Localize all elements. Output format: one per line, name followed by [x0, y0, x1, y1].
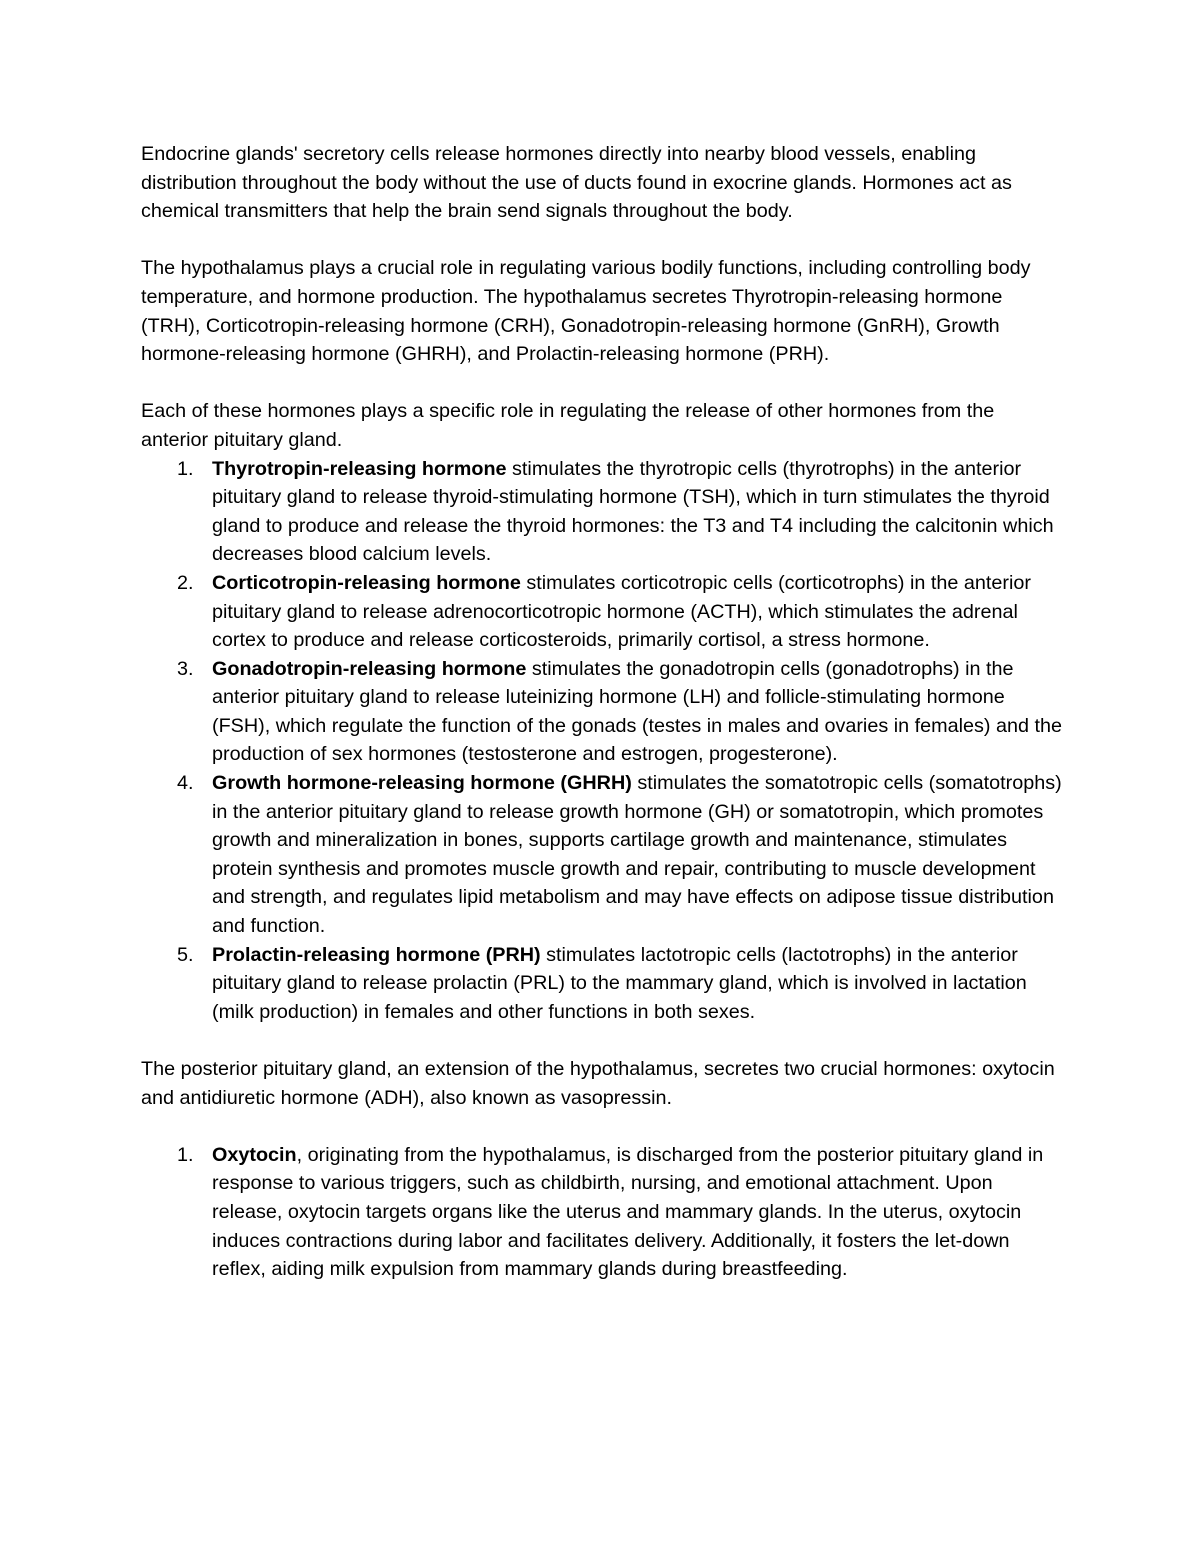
list-term: Oxytocin [212, 1143, 297, 1166]
list-number: 3. [177, 657, 194, 680]
list-number: 1. [177, 1143, 194, 1166]
list-term: Thyrotropin-releasing hormone [212, 457, 507, 480]
paragraph-hypothalamus: The hypothalamus plays a crucial role in regulating various bodily functions, including controlling body temperature, and hormone production. The hypothalamus secretes Thyrotropin-releasing hormone (TRH), Corticotropin-releasing hormone (CRH), Gonadotropin-releasing hormone (GnRH), Growth hormone-releasing hormone (GHRH), and Prolactin-releasing hormone (PRH). [141, 257, 1031, 366]
list-text: stimulates the gonadotropin cells (gonadotrophs) in the anterior pituitary gland to release luteinizing hormone (LH) and follicle-stimulating hormone (FSH), which regulate the function of the gonads (testes in males and ovaries in females) and the production of sex hormones (testosterone and estrogen, progesterone). [212, 657, 1062, 766]
list-item [141, 569, 1066, 655]
anterior-hormone-list [141, 455, 1066, 1027]
list-item [141, 455, 1066, 569]
list-text: stimulates corticotropic cells (corticotrophs) in the anterior pituitary gland to release adrenocorticotropic hormone (ACTH), which stimulates the adrenal cortex to produce and release corticosteroids, primarily cortisol, a stress hormone. [212, 571, 1031, 652]
paragraph-hormone-roles: Each of these hormones plays a specific role in regulating the release of other hormones from the anterior pituitary gland. [141, 400, 995, 451]
list-term: Prolactin-releasing hormone (PRH) [212, 943, 541, 966]
list-item [141, 655, 1066, 769]
list-number: 2. [177, 571, 194, 594]
list-text: , originating from the hypothalamus, is discharged from the posterior pituitary gland in response to various triggers, such as childbirth, nursing, and emotional attachment. Upon release, oxytocin targets organs like the uterus and mammary glands. In the uterus, oxytocin induces contractions during labor and facilitates delivery. Additionally, it fosters the let-down reflex, aiding milk expulsion from mammary glands during breastfeeding. [212, 1143, 1044, 1281]
list-item [141, 1141, 1066, 1284]
list-text: stimulates lactotropic cells (lactotrophs) in the anterior pituitary gland to release prolactin (PRL) to the mammary gland, which is involved in lactation (milk production) in females and other functions in both sexes. [212, 943, 1027, 1023]
list-item [141, 769, 1066, 941]
list-term: Corticotropin-releasing hormone [212, 571, 521, 594]
paragraph-posterior-pituitary: The posterior pituitary gland, an extension of the hypothalamus, secretes two crucial hormones: oxytocin and antidiuretic hormone (ADH), also known as vasopressin. [141, 1058, 1055, 1109]
document-page [141, 140, 1066, 1284]
posterior-hormone-list [141, 1141, 1066, 1284]
list-number: 4. [177, 772, 194, 795]
list-term: Gonadotropin-releasing hormone [212, 657, 527, 680]
list-number: 5. [177, 943, 194, 966]
list-text: stimulates the thyrotropic cells (thyrotrophs) in the anterior pituitary gland to release thyroid-stimulating hormone (TSH), which in turn stimulates the thyroid gland to produce and release the thyroid hormones: the T3 and T4 including the calcitonin which decreases blood calcium levels. [212, 457, 1054, 566]
list-text: stimulates the somatotropic cells (somatotrophs) in the anterior pituitary gland to release growth hormone (GH) or somatotropin, which promotes growth and mineralization in bones, supports cartilage growth and maintenance, stimulates protein synthesis and promotes muscle growth and repair, contributing to muscle development and strength, and regulates lipid metabolism and may have effects on adipose tissue distribution and function. [212, 772, 1062, 938]
list-number: 1. [177, 457, 194, 480]
list-item [141, 941, 1066, 1027]
paragraph-endocrine-glands: Endocrine glands' secretory cells release hormones directly into nearby blood vessels, enabling distribution throughout the body without the use of ducts found in exocrine glands. Hormones act as chemical transmitters that help the brain send signals throughout the body. [141, 143, 1012, 223]
list-term: Growth hormone-releasing hormone (GHRH) [212, 772, 632, 795]
